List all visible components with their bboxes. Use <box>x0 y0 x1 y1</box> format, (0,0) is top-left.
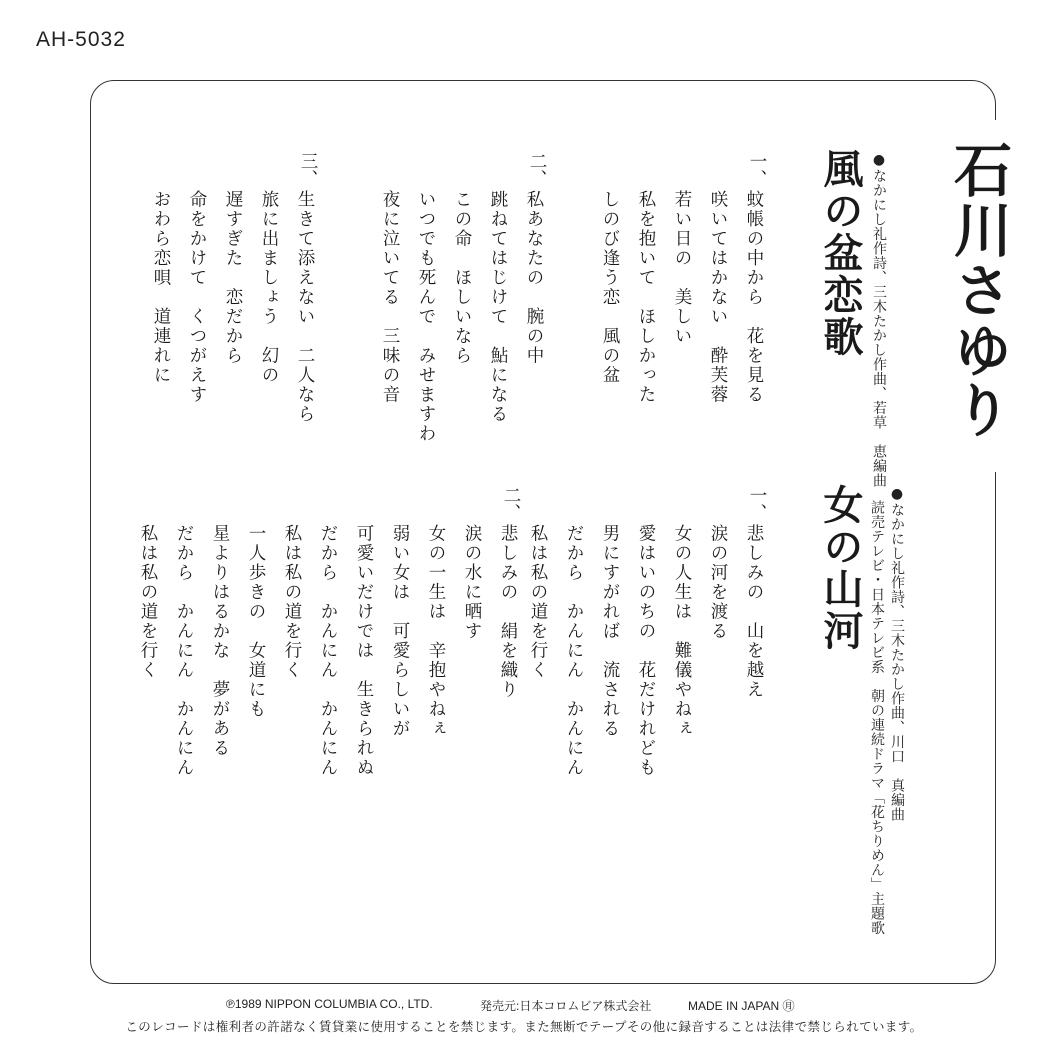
lyric-line: 悲しみの 絹を織り <box>498 524 518 700</box>
lyric-line: 涙の河を渡る <box>708 524 728 641</box>
lyric-line: だから かんにん かんにん <box>318 524 338 778</box>
lyric-line: 女の人生は 難儀やねぇ <box>672 524 692 739</box>
lyric-line: 命をかけて くつがえす <box>187 190 207 405</box>
lyric-line: しのび逢う恋 風の盆 <box>600 190 620 385</box>
artist-name: 石川さゆり <box>944 140 1012 440</box>
lyric-line: おわら恋唄 道連れに <box>151 190 171 385</box>
lyric-line: 弱い女は 可愛らしいが <box>390 524 410 739</box>
lyric-line: 旅に出ましょう 幻の <box>259 190 279 385</box>
verse-mark: 一、 <box>747 486 767 521</box>
lyric-line: 私は私の道を行く <box>138 524 158 680</box>
lyric-line: 若い日の 美しい <box>672 190 692 346</box>
lyric-line: 星よりはるかな 夢がある <box>210 524 230 758</box>
lyric-line: 女の一生は 辛抱やねぇ <box>426 524 446 739</box>
verse-mark: 三、 <box>298 152 318 187</box>
lyric-line: 愛はいのちの 花だけれども <box>636 524 656 778</box>
lyric-line: 跳ねてはじけて 鮎になる <box>488 190 508 424</box>
lyric-line: 私は私の道を行く <box>282 524 302 680</box>
lyric-line: 私は私の道を行く <box>528 524 548 680</box>
verse-mark: 二、 <box>527 152 547 187</box>
song-credit: ●なかにし礼作詩、三木たかし作曲、川口 真編曲 <box>889 486 905 822</box>
song-title: 風の盆恋歌 <box>817 148 863 358</box>
lyric-line: 遅すぎた 恋だから <box>223 190 243 366</box>
song-credit: ●なかにし礼作詩、三木たかし作曲、若草 恵編曲 <box>871 152 887 488</box>
lyric-line: 咲いてはかない 酔芙蓉 <box>708 190 728 405</box>
publisher-text: 発売元:日本コロムビア株式会社 <box>480 999 652 1013</box>
lyric-line: 私を抱いて ほしかった <box>636 190 656 405</box>
lyric-line: 男にすがれば 流される <box>600 524 620 739</box>
lyric-line: 蚊帳の中から 花を見る <box>744 190 764 405</box>
verse-mark: 二、 <box>501 486 521 521</box>
lyric-line: だから かんにん かんにん <box>564 524 584 778</box>
lyric-line: いつでも死んで みせますわ <box>416 190 436 444</box>
song-credit: 読売テレビ・日本テレビ系 朝の連続ドラマ「花ちりめん」主題歌 <box>869 500 885 935</box>
lyric-line: だから かんにん かんにん <box>174 524 194 778</box>
lyric-line: この命 ほしいなら <box>452 190 472 366</box>
made-in-text: MADE IN JAPAN ㊊ <box>688 999 795 1013</box>
verse-mark: 一、 <box>747 152 767 187</box>
legal-notice: このレコードは権利者の許諾なく賃貸業に使用することを禁じます。また無断でテープその他に録音することは法律で禁じられています。 <box>125 1019 923 1034</box>
song-title: 女の山河 <box>817 484 863 652</box>
lyric-line: 一人歩きの 女道にも <box>246 524 266 719</box>
lyric-line: 涙の水に晒す <box>462 524 482 641</box>
lyric-line: 夜に泣いてる 三味の音 <box>380 190 400 405</box>
lyric-line: 悲しみの 山を越え <box>744 524 764 700</box>
lyric-line: 可愛いだけでは 生きられぬ <box>354 524 374 778</box>
catalog-number: AH-5032 <box>36 28 126 51</box>
copyright-text: ℗1989 NIPPON COLUMBIA CO., LTD. <box>226 997 433 1011</box>
lyric-line: 生きて添えない 二人なら <box>295 190 315 424</box>
lyric-line: 私あなたの 腕の中 <box>524 190 544 366</box>
